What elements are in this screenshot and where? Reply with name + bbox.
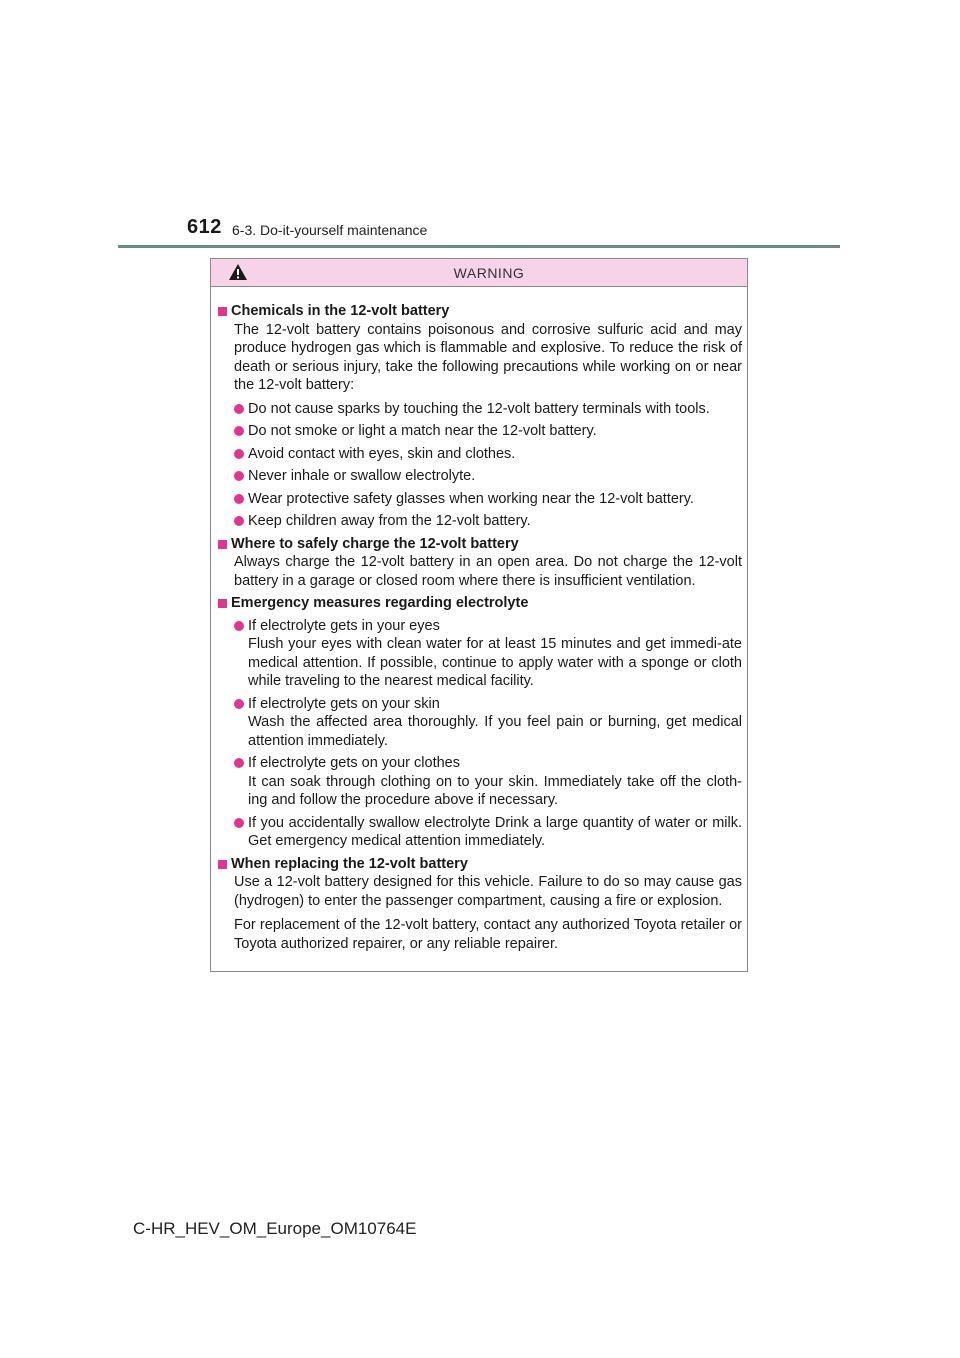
- circle-bullet-icon: [234, 818, 244, 828]
- circle-bullet-icon: [234, 758, 244, 768]
- list-item-text: Wash the affected area thoroughly. If you feel pain or burning, get medical attention immediately.: [248, 714, 742, 749]
- section-heading: Emergency measures regarding electrolyte: [216, 594, 742, 613]
- list-item: Wear protective safety glasses when working near the 12-volt battery.: [234, 490, 742, 509]
- circle-bullet-icon: [234, 404, 244, 414]
- paragraph: Always charge the 12-volt battery in an open area. Do not charge the 12-volt battery in a garage or closed room where there is insufficient ventilation.: [234, 554, 742, 589]
- circle-bullet-icon: [234, 449, 244, 459]
- warning-body: [211, 287, 747, 971]
- list-item-text: It can soak through clothing on to your skin. Immediately take off the cloth-ing and follow the procedure above if necessary.: [248, 773, 742, 808]
- section-heading: Where to safely charge the 12-volt battery: [216, 535, 742, 554]
- list-item: Do not cause sparks by touching the 12-volt battery terminals with tools.: [234, 400, 742, 419]
- page-number: 612: [187, 216, 222, 238]
- square-bullet-icon: [218, 599, 227, 608]
- square-bullet-icon: [218, 307, 227, 316]
- header-rule: [118, 245, 840, 248]
- circle-bullet-icon: [234, 699, 244, 709]
- circle-bullet-icon: [234, 516, 244, 526]
- section-heading: Chemicals in the 12-volt battery: [216, 302, 742, 321]
- warning-label: WARNING: [453, 264, 525, 281]
- document-code: C-HR_HEV_OM_Europe_OM10764E: [133, 1219, 417, 1238]
- paragraph: For replacement of the 12-volt battery, contact any authorized Toyota retailer or Toyota authorized repairer, or any reliable repairer.: [234, 917, 742, 952]
- circle-bullet-icon: [234, 426, 244, 436]
- section-heading: When replacing the 12-volt battery: [216, 855, 742, 874]
- list-item-text: Flush your eyes with clean water for at least 15 minutes and get immedi-ate medical attention. If possible, continue to apply water with a sponge or cloth while traveling to the nearest medical facility.: [248, 636, 742, 689]
- list-item-title: If electrolyte gets in your eyes: [248, 617, 440, 634]
- warning-box: [210, 258, 748, 972]
- circle-bullet-icon: [234, 494, 244, 504]
- list-item: [234, 754, 742, 810]
- list-item: [234, 617, 742, 691]
- circle-bullet-icon: [234, 621, 244, 631]
- warning-triangle-icon: [228, 263, 248, 281]
- list-item: Never inhale or swallow electrolyte.: [234, 467, 742, 486]
- square-bullet-icon: [218, 860, 227, 869]
- paragraph: The 12-volt battery contains poisonous and corrosive sulfuric acid and may produce hydrogen gas which is flammable and explosive. To reduce the risk of death or serious injury, take the following precautions while working on or near the 12-volt battery:: [234, 321, 742, 393]
- warning-header: [211, 259, 747, 287]
- list-item: Avoid contact with eyes, skin and clothes.: [234, 445, 742, 464]
- square-bullet-icon: [218, 540, 227, 549]
- list-item: Keep children away from the 12-volt battery.: [234, 512, 742, 531]
- list-item-title: If electrolyte gets on your skin: [248, 695, 440, 712]
- list-item-title: If electrolyte gets on your clothes: [248, 755, 460, 771]
- list-item: [234, 695, 742, 751]
- circle-bullet-icon: [234, 471, 244, 481]
- list-item: If you accidentally swallow electrolyte Drink a large quantity of water or milk. Get emergency medical attention immediately.: [234, 814, 742, 851]
- list-item: Do not smoke or light a match near the 12-volt battery.: [234, 422, 742, 441]
- section-title: 6-3. Do-it-yourself maintenance: [232, 222, 428, 238]
- paragraph: Use a 12-volt battery designed for this vehicle. Failure to do so may cause gas (hydrogen) to enter the passenger compartment, causing a fire or explosion.: [234, 874, 742, 909]
